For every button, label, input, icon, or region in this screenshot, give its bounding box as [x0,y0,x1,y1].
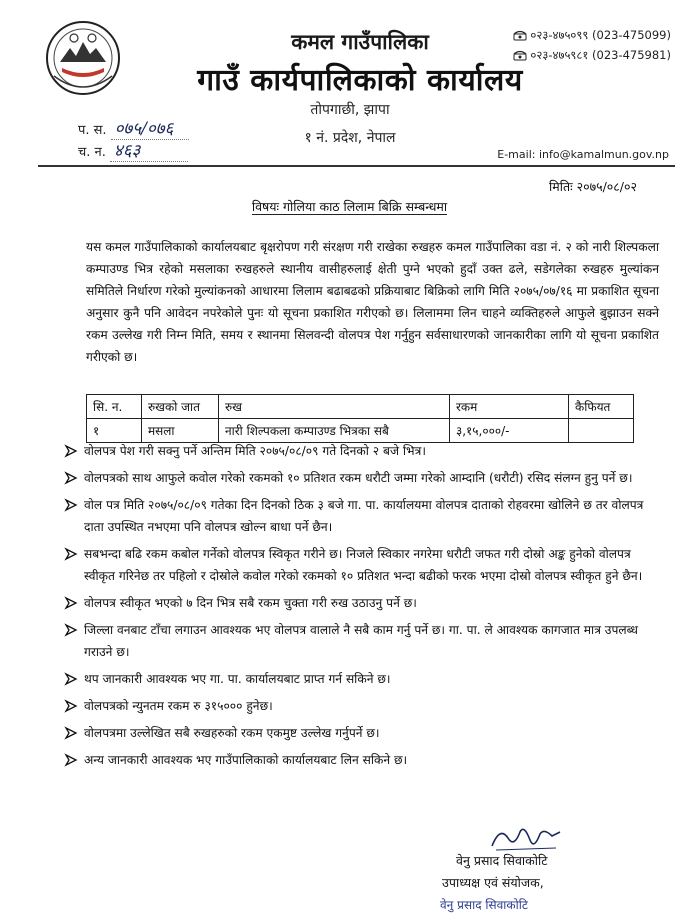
list-item [64,440,665,462]
ps-reference [78,116,189,140]
list-item [64,592,665,614]
table-header: रुखको जात [142,395,219,419]
list-item-text: अन्य जानकारी आवश्यक भए गाउँपालिकाको कार्यालयबाट लिन सकिने छ। [84,753,408,767]
subject-text: विषयः गोलिया काठ लिलाम बिक्रि सम्बन्धमा [251,199,448,214]
signer-name: वेनु प्रसाद सिवाकोटि [456,853,548,868]
list-item-text: थप जानकारी आवश्यक भए गा. पा. कार्यालयबाट प्राप्त गर्न सकिने छ। [84,672,391,686]
signer-stamp: वेनु प्रसाद सिवाकोटि [440,898,528,912]
phone-2-text: ०२३-४७५९८१ (023-475981) [530,48,671,62]
table-cell: १ [87,419,142,443]
address-line-1: तोपगाछी, झापा [310,102,390,118]
phone-1-text: ०२३-४७५०९९ (023-475099) [530,28,671,42]
list-item [64,543,665,587]
arrow-bullet-icon [64,444,78,458]
terms-list [64,440,665,776]
handwritten-signature [486,820,566,854]
arrow-bullet-icon [64,672,78,686]
arrow-bullet-icon [64,498,78,512]
list-item-text: जिल्ला वनबाट टाँचा लगाउन आवश्यक भए वोलपत्र वालाले नै सबै काम गर्नु पर्ने छ। गा. पा. ले आवश्यक कागजात मात्र उपलब्ध गराउने छ। [84,623,638,659]
arrow-bullet-icon [64,726,78,740]
table-cell [569,419,634,443]
table-header: सि. न. [87,395,142,419]
email-address: E-mail: info@kamalmun.gov.np [497,148,669,161]
ps-label: प. स. [78,123,107,138]
cn-value: ४६३ [110,138,188,162]
phone-2 [513,48,671,63]
list-item-text: वोल पत्र मिति २०७५/०८/०९ गतेका दिन दिनको ठिक ३ बजे गा. पा. कार्यालयमा वोलपत्र दाताको रोहवरमा खोलिने छ तर वोलपत्र दाता उपस्थित नभएमा पनि वोलपत्र खोल्न बाधा पर्ने छैन। [84,498,644,534]
office-name: गाउँ कार्यपालिकाको कार्यालय [197,63,523,98]
signer-title: उपाध्यक्ष एवं संयोजक, [442,875,544,890]
phone-1 [513,28,671,43]
table-header-row [87,395,634,419]
arrow-bullet-icon [64,596,78,610]
table-header: कैफियत [569,395,634,419]
list-item-text: सबभन्दा बढि रकम कबोल गर्नेको वोलपत्र स्विकृत गरीने छ। निजले स्विकार नगरेमा धरौटी जफत गरी दोस्रो अङ्क हुनेको वोलपत्र स्वीकृत गरिनेछ तर पहिलो र दोस्रोले कवोल गरेको रकमको १० प्रतिशत भन्दा बढीको फरक भएमा दोस्रो वोलपत्र स्वीकृत हुने छैन। [84,547,643,583]
table-cell: नारी शिल्पकला कम्पाउण्ड भित्रका सबै [219,419,450,443]
list-item [64,722,665,744]
telephone-icon [513,30,527,41]
list-item [64,467,665,489]
arrow-bullet-icon [64,699,78,713]
list-item [64,749,665,771]
list-item-text: वोलपत्र पेश गरी सक्नु पर्ने अन्तिम मिति २०७५/०८/०९ गते दिनको २ बजे भित्र। [84,444,426,458]
table-cell: मसला [142,419,219,443]
list-item-text: वोलपत्र स्वीकृत भएको ७ दिन भित्र सबै रकम चुक्ता गरी रुख उठाउनु पर्ने छ। [84,596,417,610]
arrow-bullet-icon [64,753,78,767]
ps-value: ०७५/०७६ [111,116,189,140]
arrow-bullet-icon [64,471,78,485]
intro-paragraph: यस कमल गाउँपालिकाको कार्यालयबाट बृक्षरोपण गरी संरक्षण गरी राखेका रुखहरु कमल गाउँपालिका वडा नं. २ को नारी शिल्पकला कम्पाउण्ड भित्र रहेको मसलाका रुखहरुले स्थानीय वासीहरुलाई क्षेती पुग्ने भएको हुदाँ उक्त ढले, सडेगलेका रुखहरु मुल्यांकन समितिले निर्धारण गरेको मुल्यांकनको आधारमा लिलाम बढाबढको प्रक्रियाबाट बिक्रिको लागि मिति २०७५/०७/१६ मा प्रकाशित सूचना अनुसार कुनै पनि आवेदन नपरेकोले पुनः यो सूचना प्रकाशित गरीएको छ। लिलाममा लिन चाहने व्यक्तिहरुले आफुले बुझाउन सक्ने रकम उल्लेख गरी निम्न मिति, समय र स्थानमा सिलवन्दी वोलपत्र पेश गर्नुहुन सर्वसाधारणको जानकारीका लागि यो सूचना प्रकाशित गरीएको छ। [86,240,659,364]
nepal-emblem-icon [42,18,124,96]
arrow-bullet-icon [64,623,78,637]
list-item [64,695,665,717]
list-item-text: वोलपत्रको न्युनतम रकम रु ३१५००० हुनेछ। [84,699,273,713]
arrow-bullet-icon [64,547,78,561]
letter-date: मितिः २०७५/०८/०२ [549,179,637,194]
letterhead-divider [38,165,675,167]
list-item-text: वोलपत्रको साथ आफुले कवोल गरेको रकमको १० प्रतिशत रकम धरौटी जम्मा गरेको आम्दानि (धरौटी) रसिद संलग्न हुनु पर्ने छ। [84,471,633,485]
list-item [64,668,665,690]
list-item [64,619,665,663]
table-header: रकम [450,395,569,419]
telephone-icon [513,50,527,61]
table-row [87,419,634,443]
table-header: रुख [219,395,450,419]
cn-label: च. न. [78,145,106,160]
list-item-text: वोलपत्रमा उल्लेखित सबै रुखहरुको रकम एकमुष्ट उल्लेख गर्नुपर्ने छ। [84,726,380,740]
table-cell: ३,१५,०००/- [450,419,569,443]
items-table [86,394,634,443]
org-name: कमल गाउँपालिका [291,30,429,54]
list-item [64,494,665,538]
address-line-2: १ नं. प्रदेश, नेपाल [304,130,396,146]
cn-reference [78,138,188,162]
letter-subject [0,198,699,215]
